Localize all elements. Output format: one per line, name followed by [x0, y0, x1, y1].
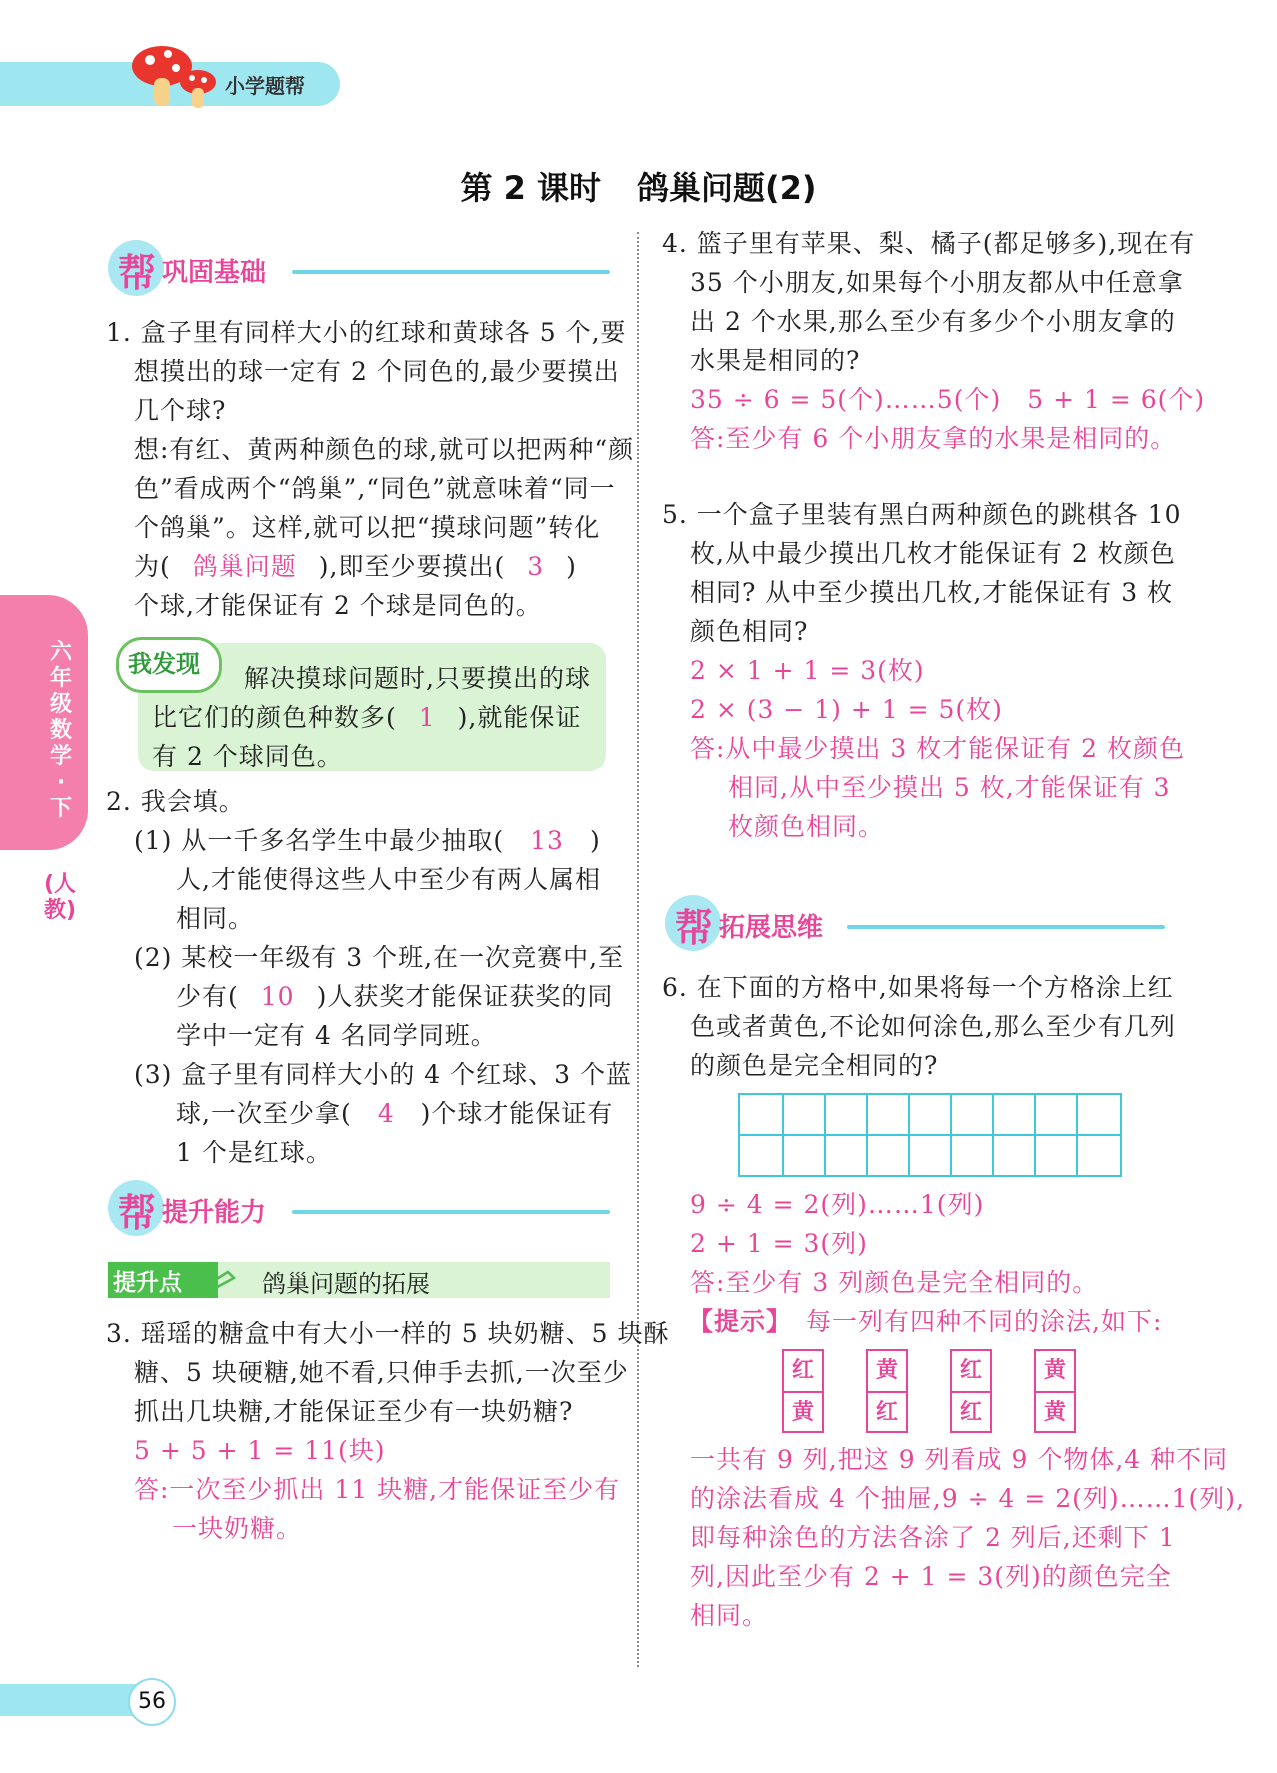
q1-line: 1. 盒子里有同样大小的红球和黄球各 5 个,要 — [106, 318, 627, 347]
color-pair — [950, 1349, 992, 1433]
q2-p2-line — [176, 977, 613, 1016]
q5-line: 枚,从中最少摸出几枚才能保证有 2 枚颜色 — [690, 539, 1176, 568]
lesson-topic: 鸽巢问题(2) — [637, 169, 817, 207]
color-cell: 红 — [791, 1358, 814, 1383]
color-cell: 红 — [868, 1391, 906, 1433]
section-improve-label: 提升能力 — [162, 1198, 267, 1228]
coloring-grid — [738, 1093, 1122, 1177]
q2-head: 2. 我会填。 — [106, 787, 245, 816]
q4-line: 4. 篮子里有苹果、梨、橘子(都足够多),现在有 — [662, 229, 1196, 258]
color-cell: 黄 — [875, 1358, 898, 1383]
q5-calc: 2 × (3 − 1) + 1 = 5(枚) — [690, 695, 1003, 724]
section-rule — [292, 270, 610, 274]
q6-line: 色或者黄色,不论如何涂色,那么至少有几列 — [690, 1012, 1176, 1041]
section-extend-label: 拓展思维 — [719, 913, 824, 943]
color-pair — [866, 1349, 908, 1433]
q2-p1-line — [134, 821, 601, 860]
q2-p3-prefix: 球,一次至少拿( — [176, 1099, 352, 1128]
q3-line: 3. 瑶瑶的糖盒中有大小一样的 5 块奶糖、5 块酥 — [106, 1319, 670, 1348]
grade-label: 六年级数学·下 — [49, 640, 72, 821]
q4-line: 出 2 个水果,那么至少有多少个小朋友拿的 — [690, 307, 1176, 336]
q2-p3-end: )个球才能保证有 — [420, 1099, 614, 1128]
q6-explain-line: 即每种涂色的方法各涂了 2 列后,还剩下 1 — [690, 1523, 1176, 1552]
section-basic-header — [108, 240, 610, 296]
q2-p3-line: 1 个是红球。 — [176, 1138, 332, 1167]
q5-answer: 相同,从中至少摸出 5 枚,才能保证有 3 — [728, 773, 1171, 802]
q3-line: 糖、5 块硬糖,她不看,只伸手去抓,一次至少 — [134, 1358, 629, 1387]
q4-line: 水果是相同的? — [690, 346, 861, 375]
q5-calc: 2 × 1 + 1 = 3(枚) — [690, 656, 925, 685]
color-cell: 黄 — [1036, 1391, 1074, 1433]
q1-think-line: 色”看成两个“鸽巢”,“同色”就意味着“同一 — [134, 474, 616, 503]
q1-line: 几个球? — [134, 396, 227, 425]
discovery-answer: 1 — [418, 703, 436, 732]
q1-answer-1: 鸽巢问题 — [192, 552, 297, 581]
q6-line: 的颜色是完全相同的? — [690, 1051, 939, 1080]
tip-label: 鸽巢问题的拓展 — [262, 1270, 430, 1298]
q2-p2-line: 学中一定有 4 名同学同班。 — [176, 1021, 497, 1050]
section-improve-header — [108, 1180, 610, 1236]
color-cell: 红 — [952, 1391, 990, 1433]
discovery-line: 解决摸球问题时,只要摸出的球 — [244, 664, 591, 693]
pencil-icon — [198, 1266, 238, 1294]
brand-name: 小学题帮 — [225, 74, 305, 98]
q6-hint-line — [688, 1302, 1162, 1341]
q2-p1-answer: 13 — [530, 826, 564, 855]
section-rule — [847, 925, 1165, 929]
q4-line: 35 个小朋友,如果每个小朋友都从中任意拿 — [690, 268, 1184, 297]
q5-line: 5. 一个盒子里装有黑白两种颜色的跳棋各 10 — [662, 500, 1182, 529]
q5-answer: 答:从中最少摸出 3 枚才能保证有 2 枚颜色 — [690, 734, 1186, 763]
q6-line: 6. 在下面的方格中,如果将每一个方格涂上红 — [662, 973, 1174, 1002]
section-bang-char: 帮 — [118, 1191, 157, 1235]
section-rule — [292, 1210, 610, 1214]
discovery-badge-label: 我发现 — [128, 650, 200, 678]
q1-fill-mid: ),即至少要摸出( — [318, 552, 506, 581]
q1-think-line: 想:有红、黄两种颜色的球,就可以把两种“颜 — [134, 435, 635, 464]
q1-line: 个球,才能保证有 2 个球是同色的。 — [134, 591, 542, 620]
q5-answer: 枚颜色相同。 — [728, 812, 885, 841]
color-pair — [1034, 1349, 1076, 1433]
section-basic-label: 巩固基础 — [162, 258, 267, 288]
q5-line: 颜色相同? — [690, 617, 809, 646]
q2-p3-line: (3) 盒子里有同样大小的 4 个红球、3 个蓝 — [134, 1060, 633, 1089]
tip-badge-label: 提升点 — [113, 1270, 182, 1296]
q2-p1-line: 相同。 — [176, 904, 255, 933]
lesson-number: 第 2 课时 — [460, 169, 602, 207]
section-bang-char: 帮 — [675, 906, 714, 950]
q1-fill-end: ) — [566, 552, 577, 581]
q1-fill-prefix: 为( — [134, 552, 171, 581]
q4-calc: 35 ÷ 6 = 5(个)……5(个) 5 + 1 = 6(个) — [690, 385, 1206, 414]
q2-p2-answer: 10 — [260, 982, 295, 1011]
q6-answer: 答:至少有 3 列颜色是完全相同的。 — [690, 1268, 1099, 1297]
q6-hint-label: 【提示】 — [688, 1307, 793, 1336]
color-pair — [782, 1349, 824, 1433]
discovery-line-prefix: 比它们的颜色种数多( — [152, 703, 397, 732]
column-divider — [637, 232, 639, 1667]
q3-line: 抓出几块糖,才能保证至少有一块奶糖? — [134, 1397, 574, 1426]
color-cell: 黄 — [784, 1391, 822, 1433]
q2-p1-end: ) — [589, 826, 601, 855]
mushroom-logo-icon — [128, 44, 228, 114]
q2-p1-prefix: (1) 从一千多名学生中最少抽取( — [134, 826, 505, 855]
q2-p2-end: )人获奖才能保证获奖的同 — [316, 982, 614, 1011]
discovery-line-end: ),就能保证 — [457, 703, 582, 732]
q6-hint: 每一列有四种不同的涂法,如下: — [806, 1307, 1163, 1336]
q1-fill-line — [134, 547, 577, 586]
color-cell: 黄 — [1043, 1358, 1066, 1383]
q5-line: 相同? 从中至少摸出几枚,才能保证有 3 枚 — [690, 578, 1174, 607]
q1-answer-2: 3 — [527, 552, 545, 581]
q2-p2-prefix: 少有( — [176, 982, 239, 1011]
page-title — [0, 163, 1277, 209]
q6-calc: 2 + 1 = 3(列) — [690, 1229, 868, 1258]
grid-line — [740, 1134, 1120, 1136]
edition-label: (人教) — [44, 872, 77, 923]
q3-answer: 答:一次至少抓出 11 块糖,才能保证至少有 — [134, 1475, 621, 1504]
q6-explain-line: 列,因此至少有 2 + 1 = 3(列)的颜色完全 — [690, 1562, 1172, 1591]
q1-line: 想摸出的球一定有 2 个同色的,最少要摸出 — [134, 357, 620, 386]
q6-explain-line: 一共有 9 列,把这 9 列看成 9 个物体,4 种不同 — [690, 1445, 1229, 1474]
q2-p1-line: 人,才能使得这些人中至少有两人属相 — [176, 865, 601, 894]
q1-think-line: 个鸽巢”。这样,就可以把“摸球问题”转化 — [134, 513, 601, 542]
q2-p3-line — [176, 1094, 613, 1133]
q4-answer: 答:至少有 6 个小朋友拿的水果是相同的。 — [690, 424, 1177, 453]
color-cell: 红 — [959, 1358, 982, 1383]
q2-p2-line: (2) 某校一年级有 3 个班,在一次竞赛中,至 — [134, 943, 625, 972]
q2-p3-answer: 4 — [377, 1099, 395, 1128]
q6-explain-line: 的涂法看成 4 个抽屉,9 ÷ 4 = 2(列)……1(列), — [690, 1484, 1246, 1513]
discovery-line — [152, 698, 581, 737]
discovery-line: 有 2 个球同色。 — [152, 742, 343, 771]
q6-calc: 9 ÷ 4 = 2(列)……1(列) — [690, 1190, 985, 1219]
q3-calc: 5 + 5 + 1 = 11(块) — [134, 1436, 386, 1465]
section-extend-header — [665, 895, 1165, 951]
page-number: 56 — [128, 1678, 176, 1726]
q3-answer: 一块奶糖。 — [172, 1514, 303, 1543]
q6-explain-line: 相同。 — [690, 1601, 769, 1630]
section-bang-char: 帮 — [118, 251, 157, 295]
